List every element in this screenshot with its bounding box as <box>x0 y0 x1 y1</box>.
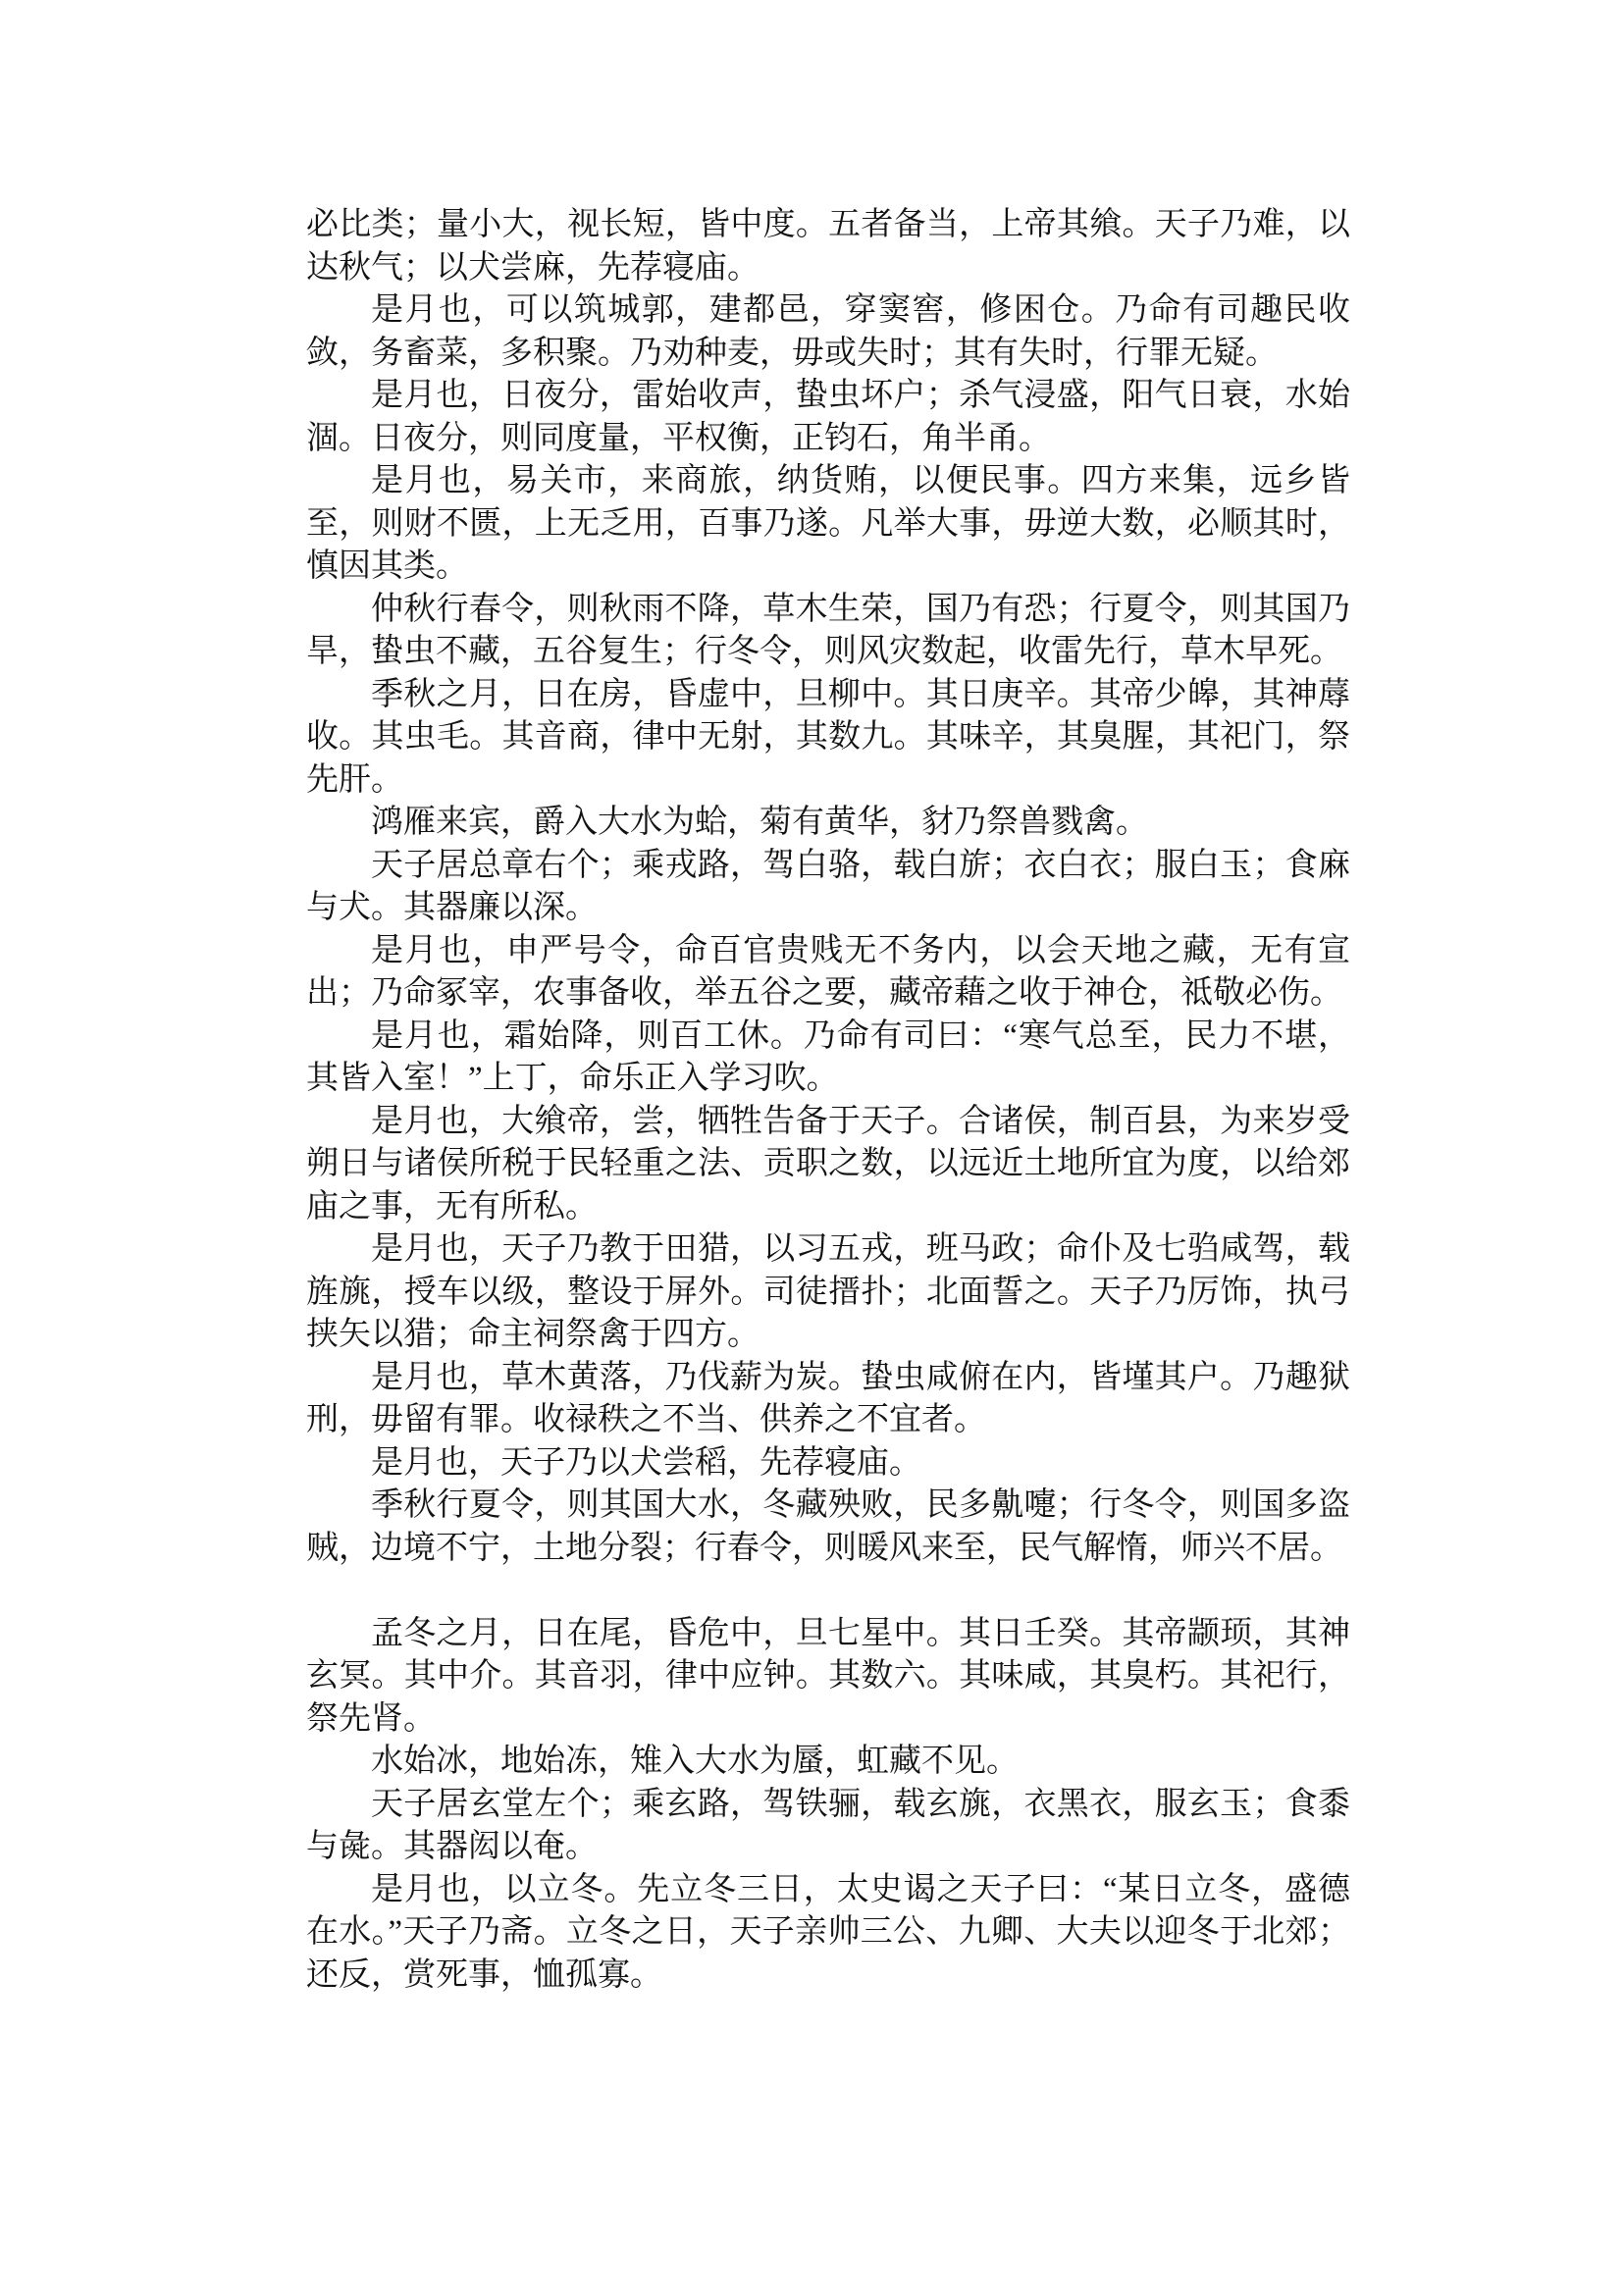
paragraph: 是月也，日夜分，雷始收声，蛰虫坏户；杀气浸盛，阳气日衰，水始涸。日夜分，则同度量，平权衡，正钧石，角半甬。 <box>306 378 1350 456</box>
paragraph: 孟冬之月，日在尾，昏危中，旦七星中。其日壬癸。其帝颛顼，其神玄冥。其中介。其音羽，律中应钟。其数六。其味咸，其臭朽。其祀行，祭先肾。 <box>306 1615 1350 1737</box>
paragraph: 仲秋行春令，则秋雨不降，草木生荣，国乃有恐；行夏令，则其国乃旱，蛰虫不藏，五谷复生；行冬令，则风灾数起，收雷先行，草木早死。 <box>306 591 1350 669</box>
paragraph: 是月也，霜始降，则百工休。乃命有司曰：“寒气总至，民力不堪，其皆入室！”上丁，命乐正入学习吹。 <box>306 1017 1350 1096</box>
paragraph: 是月也，天子乃以犬尝稻，先荐寝庙。 <box>371 1444 921 1481</box>
paragraph: 季秋之月，日在房，昏虚中，旦柳中。其日庚辛。其帝少皞，其神蓐收。其虫毛。其音商，律中无射，其数九。其味辛，其臭腥，其祀门，祭先肝。 <box>306 676 1350 798</box>
paragraph: 鸿雁来宾，爵入大水为蛤，菊有黄华，豺乃祭兽戮禽。 <box>371 805 1148 840</box>
paragraph: 是月也，易关市，来商旅，纳货贿，以便民事。四方来集，远乡皆至，则财不匮，上无乏用，百事乃遂。凡举大事，毋逆大数，必顺其时，慎因其类。 <box>306 463 1350 584</box>
paragraph: 是月也，草木黄落，乃伐薪为炭。蛰虫咸俯在内，皆墐其户。乃趣狱刑，毋留有罪。收禄秩之不当、供养之不宜者。 <box>306 1359 1350 1437</box>
paragraph: 必比类；量小大，视长短，皆中度。五者备当，上帝其飨。天子乃难，以达秋气；以犬尝麻，先荐寝庙。 <box>306 207 1350 286</box>
paragraph: 天子居总章右个；乘戎路，驾白骆，载白旂；衣白衣；服白玉；食麻与犬。其器廉以深。 <box>306 847 1350 925</box>
paragraph: 水始冰，地始冻，雉入大水为蜃，虹藏不见。 <box>371 1744 1019 1779</box>
paragraph: 天子居玄堂左个；乘玄路，驾铁骊，载玄旐，衣黑衣，服玄玉；食黍与彘。其器闳以奄。 <box>306 1786 1350 1864</box>
paragraph: 是月也，申严号令，命百官贵贱无不务内，以会天地之藏，无有宣出；乃命冢宰，农事备收，举五谷之要，藏帝藉之收于神仓，祗敬必伤。 <box>306 932 1350 1011</box>
paragraph: 是月也，大飨帝，尝，牺牲告备于天子。合诸侯，制百县，为来岁受朔日与诸侯所税于民轻重之法、贡职之数，以远近土地所宜为度，以给郊庙之事，无有所私。 <box>306 1103 1350 1225</box>
paragraph: 是月也，以立冬。先立冬三日，太史谒之天子曰：“某日立冬，盛德在水。”天子乃斋。立冬之日，天子亲帅三公、九卿、大夫以迎冬于北郊；还反，赏死事，恤孤寡。 <box>306 1871 1350 1993</box>
paragraph: 季秋行夏令，则其国大水，冬藏殃败，民多鼽嚏；行冬令，则国多盗贼，边境不宁，土地分裂；行春令，则暖风来至，民气解惰，师兴不居。 <box>306 1487 1350 1566</box>
paragraph: 是月也，可以筑城郭，建都邑，穿窦窖，修困仓。乃命有司趣民收敛，务畜菜，多积聚。乃劝种麦，毋或失时；其有失时，行罪无疑。 <box>306 292 1350 371</box>
paragraph: 是月也，天子乃教于田猎，以习五戎，班马政；命仆及七驺咸驾，载旌旐，授车以级，整设于屏外。司徒搢扑；北面誓之。天子乃厉饰，执弓挟矢以猎；命主祠祭禽于四方。 <box>306 1231 1350 1352</box>
text-block <box>306 204 1350 1997</box>
